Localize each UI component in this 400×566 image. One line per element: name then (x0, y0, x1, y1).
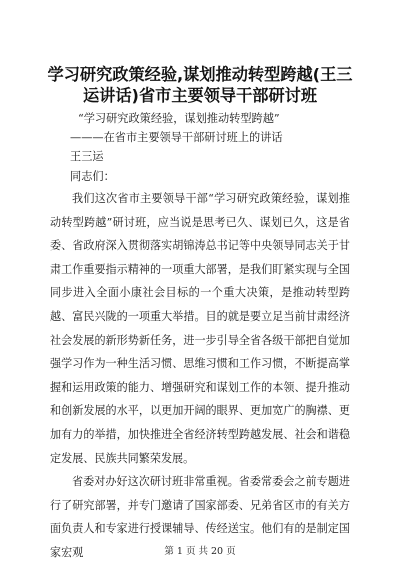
speaker-name: 王三运 (70, 150, 104, 163)
document-subtitle: “学习研究政策经验，谋划推动转型跨越” (78, 112, 280, 125)
paragraph: 省委对办好这次研讨班非常重视。省委常委会之前专题进行了研究部署，并专门邀请了国家部委、兄弟省区市的有关方面负责人和专家进行授课辅导、传经送宝。他们有的是制定国家宏观 (50, 475, 350, 559)
body-text (50, 187, 350, 565)
salutation: 同志们： (70, 170, 115, 183)
document-byline: ———在省市主要领导干部研讨班上的讲话 (70, 131, 283, 144)
document-title: 学习研究政策经验,谋划推动转型跨越(王三运讲话)省市主要领导干部研讨班 (47, 65, 353, 105)
page-number-footer: 第 1 页 共 20 页 (164, 546, 236, 557)
paragraph: 我们这次省市主要领导干部“学习研究政策经验，谋划推动转型跨越”研讨班，应当说是思考已久、谋划已久，这是省委、省政府深入贯彻落实胡锦涛总书记等中央领导同志关于甘肃工作重要指示精神的一项重大部署，是我们盯紧实现与全国同步进入全面小康社会目标的一个重大决策，是推动转型跨越、富民兴陇的一项重大举措。目的就是要立足当前甘肃经济社会发展的新形势新任务，进一步引导全省各级干部把自觉加强学习作为一种生活习惯、思维习惯和工作习惯，不断提高掌握和运用政策的能力、增强研究和谋划工作的本领、提升推动和创新发展的水平，以更加开阔的眼界、更加宽广的胸襟、更加有力的举措，加快推进全省经济转型跨越发展、社会和谐稳定发展、民族共同繁荣发展。 (50, 192, 350, 465)
